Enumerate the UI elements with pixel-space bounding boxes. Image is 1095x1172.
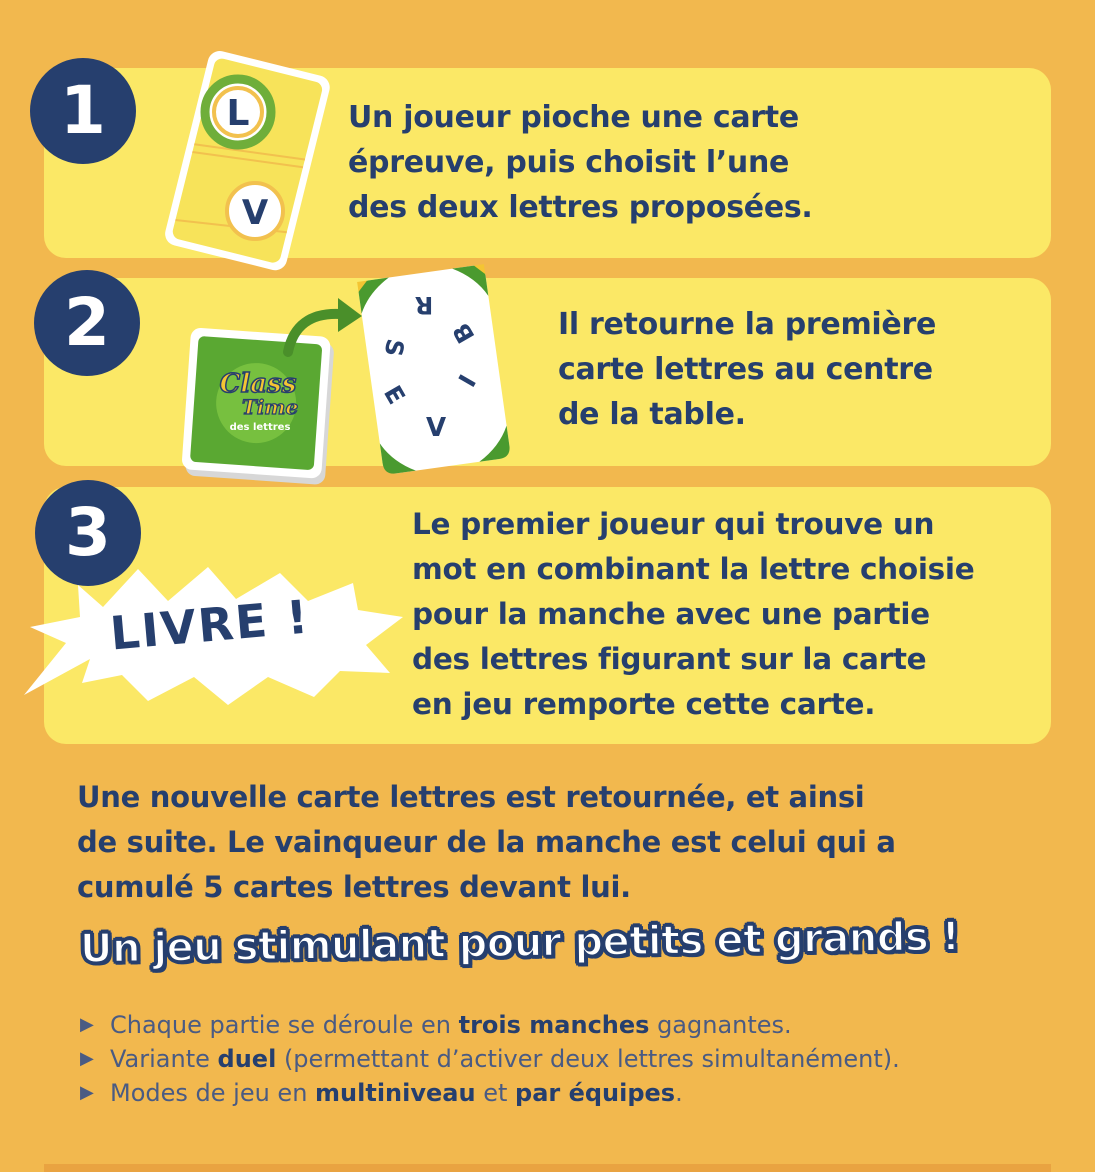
challenge-letter-bottom: V — [241, 193, 269, 233]
challenge-letter-top: L — [226, 93, 250, 134]
card-letter-1: R — [414, 291, 434, 319]
step-3-line-3: pour la manche avec une partie — [412, 597, 930, 631]
slogan-headline: Un jeu stimulant pour petits et grands ! — [79, 913, 960, 973]
letter-card-illustration — [350, 262, 520, 477]
step-1-text — [348, 95, 813, 230]
summary-line-3: cumulé 5 cartes lettres devant lui. — [77, 870, 631, 904]
card-letter-4: E — [378, 380, 411, 410]
triangle-bullet-icon: ▶ — [80, 1014, 94, 1035]
step-2-line-1: Il retourne la première — [558, 307, 937, 342]
step-3-line-1: Le premier joueur qui trouve un — [412, 507, 935, 541]
step-3-line-2: mot en combinant la lettre choisie — [412, 552, 975, 586]
step-2-line-3: de la table. — [558, 397, 746, 432]
step-1-number-badge: 1 — [30, 58, 136, 164]
triangle-bullet-icon: ▶ — [80, 1048, 94, 1069]
step-1-line-1: Un joueur pioche une carte — [348, 100, 799, 135]
card-letter-6: V — [425, 413, 447, 443]
challenge-card-illustration — [150, 45, 340, 275]
step-3-text — [412, 502, 974, 727]
triangle-bullet-icon: ▶ — [80, 1082, 94, 1103]
feature-item-2: ▶ Variante duel (permettant d’activer deux lettres simultanément). — [80, 1042, 900, 1076]
summary-paragraph — [77, 775, 896, 910]
deck-brand-line-1: Class — [219, 369, 297, 399]
deck-brand-line-2: Time — [241, 395, 299, 419]
step-3-line-5: en jeu remporte cette carte. — [412, 687, 876, 721]
feature-list — [80, 1008, 900, 1110]
bottom-divider — [44, 1164, 1051, 1172]
summary-line-1: Une nouvelle carte lettres est retournée, et ainsi — [77, 780, 865, 814]
step-2-line-2: carte lettres au centre — [558, 352, 933, 387]
step-2-text — [558, 302, 936, 437]
shout-text: LIVRE ! — [108, 589, 312, 661]
card-letter-3: S — [378, 336, 410, 359]
step-2-number-badge: 2 — [34, 270, 140, 376]
deck-brand-line-3: des lettres — [229, 422, 291, 433]
summary-line-2: de suite. Le vainqueur de la manche est celui qui a — [77, 825, 896, 859]
step-3-number-badge: 3 — [35, 480, 141, 586]
card-letter-2: B — [447, 318, 481, 348]
step-1-line-2: épreuve, puis choisit l’une — [348, 145, 790, 180]
step-3-line-4: des lettres figurant sur la carte — [412, 642, 927, 676]
feature-item-1: ▶ Chaque partie se déroule en trois manches gagnantes. — [80, 1008, 900, 1042]
feature-item-3: ▶ Modes de jeu en multiniveau et par équipes. — [80, 1076, 900, 1110]
card-letter-5: I — [453, 370, 483, 392]
step-1-line-3: des deux lettres proposées. — [348, 190, 813, 225]
